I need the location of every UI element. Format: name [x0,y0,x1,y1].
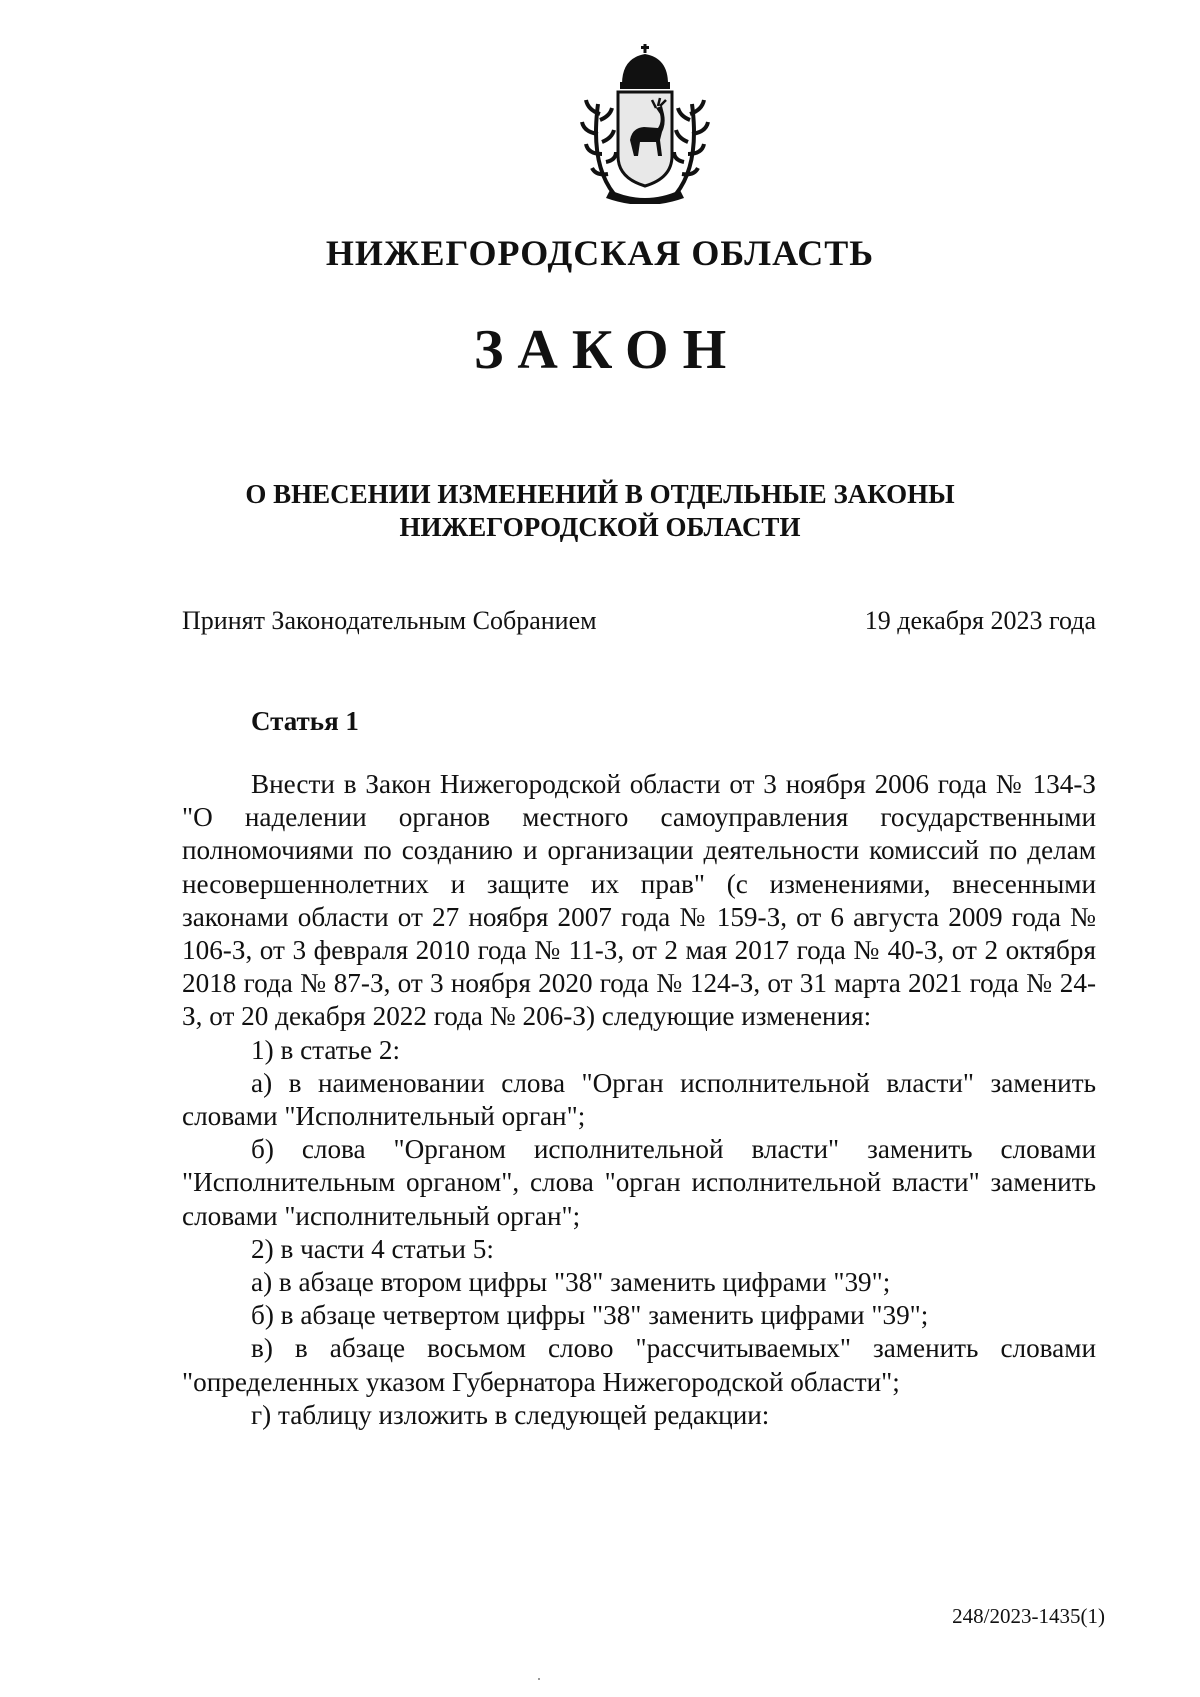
law-title-line-1: О ВНЕСЕНИИ ИЗМЕНЕНИЙ В ОТДЕЛЬНЫЕ ЗАКОНЫ [245,479,955,509]
article-paragraph: 2) в части 4 статьи 5: [251,1233,494,1264]
article-paragraph: г) таблицу изложить в следующей редакции: [251,1399,770,1430]
scan-speck [538,1678,540,1680]
article-body [182,768,1096,1432]
coat-of-arms-icon [570,44,720,204]
law-title [0,478,1200,544]
article-paragraph: б) в абзаце четвертом цифры "38" заменить цифрами "39"; [251,1300,929,1331]
region-name: НИЖЕГОРОДСКАЯ ОБЛАСТЬ [325,233,875,273]
document-number: 248/2023-1435(1) [952,1604,1105,1628]
article-paragraph: Внести в Закон Нижегородской области от 3 ноября 2006 года № 134-З "О наделении органов местного самоуправления государственными полномочиями по созданию и организации деятельности комиссий по делам несовершеннолетних и защите их прав" (с изменениями, внесенными законами области от 27 ноября 2007 года № 159-З, от 6 августа 2009 года № 106-З, от 3 февраля 2010 года № 11-З, от 2 мая 2017 года № 40-З, от 2 октября 2018 года № 87-З, от 3 ноября 2020 года № 124-З, от 31 марта 2021 года № 24-З, от 20 декабря 2022 года № 206-З) следующие изменения: [182,769,1096,1032]
adoption-date: 19 декабря 2023 года [864,606,1096,635]
article-paragraph: 1) в статье 2: [251,1034,401,1065]
article-paragraph: а) в наименовании слова "Орган исполнительной власти" заменить словами "Исполнительный орган"; [182,1067,1096,1132]
article-paragraph: в) в абзаце восьмом слово "рассчитываемых" заменить словами "определенных указом Губернатора Нижегородской области"; [182,1333,1096,1397]
law-title-line-2: НИЖЕГОРОДСКОЙ ОБЛАСТИ [399,512,801,542]
adoption-line [182,606,1096,636]
article-paragraph: б) слова "Органом исполнительной власти" заменить словами "Исполнительным органом", слова "орган исполнительной власти" заменить словами "исполнительный орган"; [182,1134,1096,1231]
article-paragraph: а) в абзаце втором цифры "38" заменить цифрами "39"; [251,1267,891,1298]
document-type: ЗАКОН [473,319,741,381]
adoption-label: Принят Законодательным Собранием [182,606,597,635]
article-heading: Статья 1 [251,706,359,736]
